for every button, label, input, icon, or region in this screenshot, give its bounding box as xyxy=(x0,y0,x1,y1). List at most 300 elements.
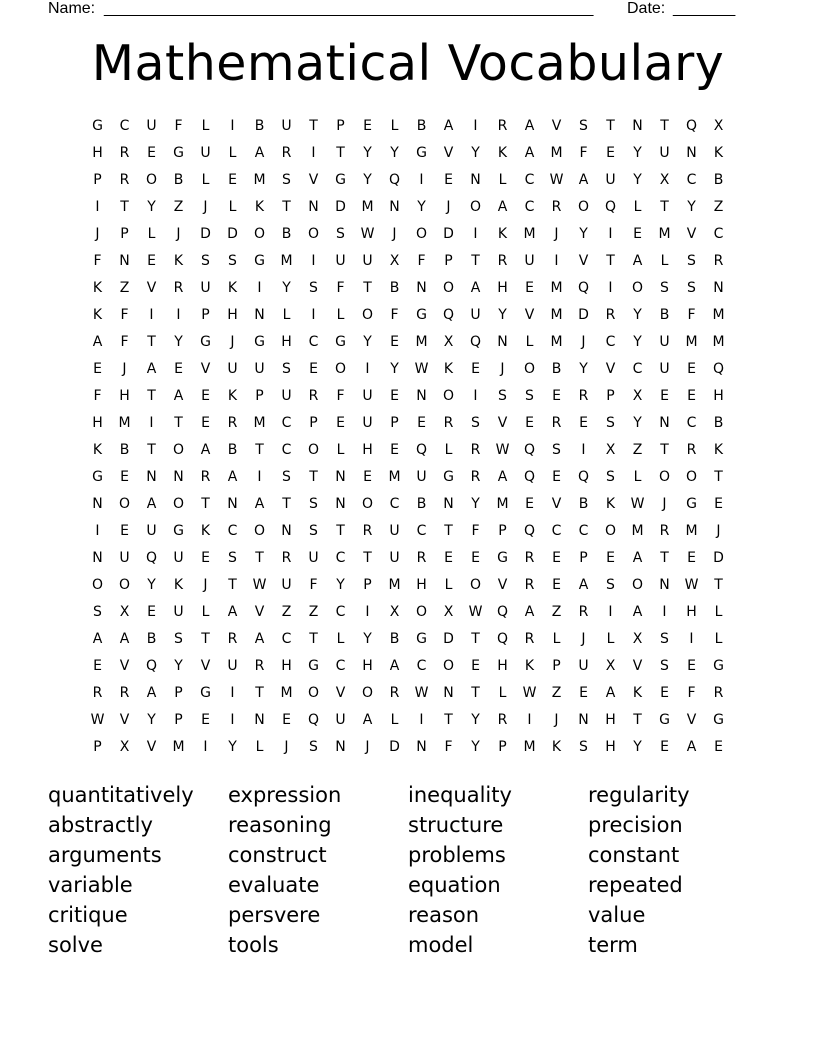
grid-letter[interactable]: J xyxy=(122,360,127,377)
grid-letter[interactable]: U xyxy=(659,144,670,161)
grid-letter[interactable]: T xyxy=(471,252,480,269)
grid-letter[interactable]: R xyxy=(92,684,103,701)
grid-letter[interactable]: L xyxy=(498,684,507,701)
grid-letter[interactable]: E xyxy=(660,387,669,404)
grid-letter[interactable]: M xyxy=(550,306,563,323)
grid-letter[interactable]: Q xyxy=(496,603,509,620)
grid-letter[interactable]: A xyxy=(632,603,643,620)
grid-letter[interactable]: A xyxy=(119,630,130,647)
grid-letter[interactable]: N xyxy=(173,468,184,485)
grid-letter[interactable]: N xyxy=(470,171,481,188)
grid-letter[interactable]: E xyxy=(363,117,372,134)
grid-letter[interactable]: F xyxy=(93,252,102,269)
grid-letter[interactable]: E xyxy=(552,549,561,566)
grid-letter[interactable]: X xyxy=(632,630,643,647)
grid-letter[interactable]: B xyxy=(146,630,157,647)
grid-letter[interactable]: M xyxy=(685,522,698,539)
grid-letter[interactable]: J xyxy=(581,630,586,647)
grid-letter[interactable]: H xyxy=(416,576,427,593)
grid-letter[interactable]: U xyxy=(659,333,670,350)
grid-letter[interactable]: A xyxy=(173,387,184,404)
grid-letter[interactable]: T xyxy=(147,441,156,458)
grid-letter[interactable]: Q xyxy=(523,468,536,485)
grid-letter[interactable]: W xyxy=(414,684,429,701)
grid-letter[interactable]: H xyxy=(497,279,508,296)
grid-letter[interactable]: L xyxy=(714,603,723,620)
grid-letter[interactable]: G xyxy=(497,549,508,566)
grid-letter[interactable]: J xyxy=(500,360,505,377)
grid-letter[interactable]: H xyxy=(713,387,724,404)
grid-letter[interactable]: N xyxy=(632,117,643,134)
grid-letter[interactable]: E xyxy=(471,657,480,674)
grid-letter[interactable]: H xyxy=(497,657,508,674)
grid-letter[interactable]: V xyxy=(524,306,535,323)
grid-letter[interactable]: J xyxy=(365,738,370,755)
grid-letter[interactable]: S xyxy=(525,387,534,404)
grid-letter[interactable]: C xyxy=(578,522,589,539)
grid-letter[interactable]: Y xyxy=(471,711,480,728)
grid-letter[interactable]: L xyxy=(228,198,237,215)
grid-letter[interactable]: W xyxy=(360,225,375,242)
grid-letter[interactable]: U xyxy=(308,549,319,566)
grid-letter[interactable]: R xyxy=(524,630,535,647)
grid-letter[interactable]: S xyxy=(228,549,237,566)
grid-letter[interactable]: N xyxy=(443,495,454,512)
grid-letter[interactable]: A xyxy=(146,495,157,512)
grid-letter[interactable]: E xyxy=(120,522,129,539)
grid-letter[interactable]: R xyxy=(551,198,562,215)
grid-letter[interactable]: Q xyxy=(388,171,401,188)
grid-letter[interactable]: R xyxy=(713,684,724,701)
grid-letter[interactable]: K xyxy=(200,522,211,539)
grid-letter[interactable]: Q xyxy=(523,441,536,458)
grid-letter[interactable]: C xyxy=(686,414,697,431)
grid-letter[interactable]: J xyxy=(446,198,451,215)
grid-letter[interactable]: Y xyxy=(363,333,372,350)
grid-letter[interactable]: J xyxy=(392,225,397,242)
grid-letter[interactable]: L xyxy=(444,441,453,458)
grid-letter[interactable]: A xyxy=(227,603,238,620)
grid-letter[interactable]: G xyxy=(416,306,427,323)
grid-letter[interactable]: E xyxy=(606,549,615,566)
grid-letter[interactable]: K xyxy=(227,279,238,296)
grid-letter[interactable]: D xyxy=(713,549,724,566)
grid-letter[interactable]: X xyxy=(389,252,400,269)
grid-letter[interactable]: Y xyxy=(363,630,372,647)
grid-letter[interactable]: O xyxy=(172,495,185,512)
grid-letter[interactable]: L xyxy=(228,144,237,161)
grid-letter[interactable]: X xyxy=(443,603,454,620)
grid-letter[interactable]: G xyxy=(173,522,184,539)
grid-letter[interactable]: K xyxy=(497,144,508,161)
grid-letter[interactable]: I xyxy=(95,522,100,539)
grid-letter[interactable]: Y xyxy=(228,738,237,755)
grid-letter[interactable]: E xyxy=(444,549,453,566)
grid-letter[interactable]: W xyxy=(252,576,267,593)
grid-letter[interactable]: D xyxy=(443,630,454,647)
grid-letter[interactable]: R xyxy=(713,252,724,269)
grid-letter[interactable]: Q xyxy=(604,198,617,215)
grid-letter[interactable]: G xyxy=(254,252,265,269)
grid-letter[interactable]: F xyxy=(309,576,318,593)
grid-letter[interactable]: R xyxy=(578,603,589,620)
grid-letter[interactable]: R xyxy=(497,117,508,134)
grid-letter[interactable]: L xyxy=(255,738,264,755)
grid-letter[interactable]: F xyxy=(417,252,426,269)
grid-letter[interactable]: R xyxy=(200,468,211,485)
grid-letter[interactable]: G xyxy=(254,333,265,350)
grid-letter[interactable]: U xyxy=(173,549,184,566)
grid-letter[interactable]: M xyxy=(685,333,698,350)
grid-letter[interactable]: E xyxy=(201,387,210,404)
grid-letter[interactable]: A xyxy=(497,198,508,215)
grid-letter[interactable]: I xyxy=(473,225,478,242)
grid-letter[interactable]: E xyxy=(336,414,345,431)
grid-letter[interactable]: E xyxy=(93,657,102,674)
grid-letter[interactable]: C xyxy=(632,360,643,377)
grid-letter[interactable]: F xyxy=(174,117,183,134)
grid-letter[interactable]: U xyxy=(146,117,157,134)
grid-letter[interactable]: E xyxy=(687,657,696,674)
grid-letter[interactable]: V xyxy=(146,279,157,296)
grid-letter[interactable]: M xyxy=(361,198,374,215)
grid-letter[interactable]: T xyxy=(309,630,318,647)
grid-letter[interactable]: O xyxy=(361,684,374,701)
grid-letter[interactable]: G xyxy=(416,630,427,647)
grid-letter[interactable]: T xyxy=(606,117,615,134)
grid-letter[interactable]: G xyxy=(308,657,319,674)
grid-letter[interactable]: Z xyxy=(119,279,130,296)
grid-letter[interactable]: A xyxy=(227,468,238,485)
grid-letter[interactable]: L xyxy=(336,441,345,458)
name-blank-line[interactable]: _______________________________________________________ xyxy=(104,0,594,17)
grid-letter[interactable]: S xyxy=(498,387,507,404)
grid-letter[interactable]: M xyxy=(658,225,671,242)
grid-letter[interactable]: V xyxy=(119,711,130,728)
grid-letter[interactable]: A xyxy=(524,117,535,134)
grid-letter[interactable]: M xyxy=(631,522,644,539)
grid-letter[interactable]: L xyxy=(633,468,642,485)
grid-letter[interactable]: M xyxy=(280,252,293,269)
grid-letter[interactable]: C xyxy=(281,414,292,431)
grid-letter[interactable]: K xyxy=(497,225,508,242)
grid-letter[interactable]: P xyxy=(552,657,561,674)
grid-letter[interactable]: T xyxy=(282,495,291,512)
grid-letter[interactable]: Y xyxy=(282,279,291,296)
grid-letter[interactable]: E xyxy=(525,279,534,296)
grid-letter[interactable]: V xyxy=(335,684,346,701)
grid-letter[interactable]: S xyxy=(309,738,318,755)
grid-letter[interactable]: Y xyxy=(471,738,480,755)
grid-letter[interactable]: Q xyxy=(496,630,509,647)
grid-letter[interactable]: U xyxy=(578,657,589,674)
grid-letter[interactable]: O xyxy=(631,279,644,296)
grid-letter[interactable]: E xyxy=(201,414,210,431)
grid-letter[interactable]: O xyxy=(631,576,644,593)
grid-letter[interactable]: U xyxy=(335,711,346,728)
grid-letter[interactable]: F xyxy=(120,333,129,350)
grid-letter[interactable]: L xyxy=(660,252,669,269)
grid-letter[interactable]: J xyxy=(203,576,208,593)
grid-letter[interactable]: A xyxy=(389,657,400,674)
grid-letter[interactable]: K xyxy=(92,441,103,458)
grid-letter[interactable]: J xyxy=(662,495,667,512)
grid-letter[interactable]: T xyxy=(228,576,237,593)
grid-letter[interactable]: I xyxy=(203,738,208,755)
grid-letter[interactable]: N xyxy=(254,711,265,728)
grid-letter[interactable]: R xyxy=(551,414,562,431)
grid-letter[interactable]: T xyxy=(309,117,318,134)
grid-letter[interactable]: N xyxy=(227,495,238,512)
grid-letter[interactable]: L xyxy=(336,306,345,323)
grid-letter[interactable]: G xyxy=(335,333,346,350)
grid-letter[interactable]: E xyxy=(525,495,534,512)
grid-letter[interactable]: G xyxy=(335,171,346,188)
grid-letter[interactable]: Y xyxy=(174,657,183,674)
grid-letter[interactable]: A xyxy=(632,549,643,566)
grid-letter[interactable]: B xyxy=(281,225,292,242)
grid-letter[interactable]: E xyxy=(552,387,561,404)
grid-letter[interactable]: O xyxy=(145,171,158,188)
grid-letter[interactable]: A xyxy=(497,468,508,485)
grid-letter[interactable]: V xyxy=(686,711,697,728)
grid-letter[interactable]: V xyxy=(146,738,157,755)
grid-letter[interactable]: A xyxy=(254,630,265,647)
grid-letter[interactable]: A xyxy=(92,630,103,647)
grid-letter[interactable]: V xyxy=(119,657,130,674)
grid-letter[interactable]: H xyxy=(362,441,373,458)
grid-letter[interactable]: L xyxy=(201,603,210,620)
grid-letter[interactable]: Y xyxy=(633,144,642,161)
grid-letter[interactable]: B xyxy=(659,306,670,323)
grid-letter[interactable]: P xyxy=(255,387,264,404)
grid-letter[interactable]: C xyxy=(524,198,535,215)
grid-letter[interactable]: Y xyxy=(579,360,588,377)
grid-letter[interactable]: T xyxy=(714,576,723,593)
grid-letter[interactable]: S xyxy=(282,360,291,377)
grid-letter[interactable]: T xyxy=(255,549,264,566)
grid-letter[interactable]: N xyxy=(416,738,427,755)
grid-letter[interactable]: Y xyxy=(498,306,507,323)
grid-letter[interactable]: E xyxy=(147,603,156,620)
grid-letter[interactable]: O xyxy=(91,576,104,593)
grid-letter[interactable]: N xyxy=(281,522,292,539)
grid-letter[interactable]: P xyxy=(498,522,507,539)
grid-letter[interactable]: V xyxy=(497,576,508,593)
grid-letter[interactable]: U xyxy=(416,468,427,485)
grid-letter[interactable]: M xyxy=(388,576,401,593)
grid-letter[interactable]: O xyxy=(307,684,320,701)
grid-letter[interactable]: G xyxy=(200,333,211,350)
grid-letter[interactable]: U xyxy=(281,576,292,593)
grid-letter[interactable]: V xyxy=(200,657,211,674)
grid-letter[interactable]: A xyxy=(92,333,103,350)
grid-letter[interactable]: Q xyxy=(442,306,455,323)
grid-letter[interactable]: I xyxy=(608,279,613,296)
grid-letter[interactable]: C xyxy=(524,171,535,188)
grid-letter[interactable]: N xyxy=(92,495,103,512)
grid-letter[interactable]: R xyxy=(389,684,400,701)
grid-letter[interactable]: H xyxy=(605,738,616,755)
grid-letter[interactable]: S xyxy=(336,225,345,242)
grid-letter[interactable]: L xyxy=(282,306,291,323)
grid-letter[interactable]: S xyxy=(660,657,669,674)
grid-letter[interactable]: Y xyxy=(633,414,642,431)
grid-letter[interactable]: N xyxy=(254,306,265,323)
grid-letter[interactable]: Q xyxy=(145,549,158,566)
grid-letter[interactable]: B xyxy=(254,117,265,134)
grid-letter[interactable]: I xyxy=(473,387,478,404)
grid-letter[interactable]: R xyxy=(659,522,670,539)
grid-letter[interactable]: U xyxy=(173,603,184,620)
grid-letter[interactable]: Z xyxy=(173,198,184,215)
grid-letter[interactable]: H xyxy=(92,144,103,161)
grid-letter[interactable]: B xyxy=(227,441,238,458)
grid-letter[interactable]: H xyxy=(119,387,130,404)
grid-letter[interactable]: F xyxy=(444,738,453,755)
grid-letter[interactable]: S xyxy=(660,630,669,647)
grid-letter[interactable]: F xyxy=(471,522,480,539)
grid-letter[interactable]: N xyxy=(335,495,346,512)
grid-letter[interactable]: P xyxy=(120,225,129,242)
grid-letter[interactable]: R xyxy=(443,414,454,431)
grid-letter[interactable]: S xyxy=(660,279,669,296)
grid-letter[interactable]: K xyxy=(524,657,535,674)
grid-letter[interactable]: L xyxy=(714,630,723,647)
grid-letter[interactable]: Y xyxy=(417,198,426,215)
grid-letter[interactable]: U xyxy=(389,549,400,566)
grid-letter[interactable]: M xyxy=(550,144,563,161)
grid-letter[interactable]: N xyxy=(659,414,670,431)
grid-letter[interactable]: O xyxy=(604,522,617,539)
grid-letter[interactable]: E xyxy=(309,360,318,377)
grid-letter[interactable]: E xyxy=(687,360,696,377)
grid-letter[interactable]: I xyxy=(473,117,478,134)
grid-letter[interactable]: F xyxy=(336,387,345,404)
grid-letter[interactable]: W xyxy=(468,603,483,620)
grid-letter[interactable]: J xyxy=(230,333,235,350)
grid-letter[interactable]: W xyxy=(90,711,105,728)
grid-letter[interactable]: P xyxy=(336,117,345,134)
grid-letter[interactable]: N xyxy=(416,279,427,296)
grid-letter[interactable]: A xyxy=(146,684,157,701)
grid-letter[interactable]: Y xyxy=(471,144,480,161)
grid-letter[interactable]: T xyxy=(714,468,723,485)
grid-letter[interactable]: N xyxy=(686,144,697,161)
grid-letter[interactable]: V xyxy=(551,117,562,134)
grid-letter[interactable]: L xyxy=(147,225,156,242)
grid-letter[interactable]: Y xyxy=(174,333,183,350)
grid-letter[interactable]: S xyxy=(687,252,696,269)
grid-letter[interactable]: O xyxy=(118,576,131,593)
grid-letter[interactable]: O xyxy=(442,279,455,296)
grid-letter[interactable]: R xyxy=(119,171,130,188)
grid-letter[interactable]: T xyxy=(660,549,669,566)
grid-letter[interactable]: Q xyxy=(307,711,320,728)
grid-letter[interactable]: T xyxy=(120,198,129,215)
grid-letter[interactable]: O xyxy=(361,495,374,512)
grid-letter[interactable]: T xyxy=(363,279,372,296)
grid-letter[interactable]: J xyxy=(554,711,559,728)
grid-letter[interactable]: K xyxy=(443,360,454,377)
grid-letter[interactable]: P xyxy=(606,387,615,404)
grid-letter[interactable]: G xyxy=(416,144,427,161)
grid-letter[interactable]: N xyxy=(119,252,130,269)
grid-letter[interactable]: X xyxy=(659,171,670,188)
grid-letter[interactable]: V xyxy=(200,360,211,377)
grid-letter[interactable]: D xyxy=(443,225,454,242)
grid-letter[interactable]: N xyxy=(416,387,427,404)
grid-letter[interactable]: E xyxy=(201,549,210,566)
grid-letter[interactable]: O xyxy=(658,468,671,485)
grid-letter[interactable]: U xyxy=(200,144,211,161)
grid-letter[interactable]: W xyxy=(522,684,537,701)
grid-letter[interactable]: H xyxy=(281,333,292,350)
grid-letter[interactable]: O xyxy=(253,522,266,539)
grid-letter[interactable]: J xyxy=(554,225,559,242)
grid-letter[interactable]: C xyxy=(335,603,346,620)
grid-letter[interactable]: Q xyxy=(145,657,158,674)
grid-letter[interactable]: D xyxy=(200,225,211,242)
grid-letter[interactable]: O xyxy=(172,441,185,458)
grid-letter[interactable]: C xyxy=(281,441,292,458)
grid-letter[interactable]: T xyxy=(147,333,156,350)
grid-letter[interactable]: W xyxy=(414,360,429,377)
grid-letter[interactable]: Y xyxy=(390,360,399,377)
grid-letter[interactable]: I xyxy=(149,414,154,431)
grid-letter[interactable]: F xyxy=(93,387,102,404)
grid-letter[interactable]: K xyxy=(551,738,562,755)
grid-letter[interactable]: R xyxy=(308,387,319,404)
grid-letter[interactable]: C xyxy=(308,333,319,350)
grid-letter[interactable]: N xyxy=(335,468,346,485)
grid-letter[interactable]: E xyxy=(201,711,210,728)
grid-letter[interactable]: J xyxy=(716,522,721,539)
grid-letter[interactable]: G xyxy=(173,144,184,161)
grid-letter[interactable]: M xyxy=(415,333,428,350)
grid-letter[interactable]: G xyxy=(92,117,103,134)
grid-letter[interactable]: H xyxy=(281,657,292,674)
grid-letter[interactable]: N xyxy=(497,333,508,350)
grid-letter[interactable]: O xyxy=(118,495,131,512)
grid-letter[interactable]: S xyxy=(606,576,615,593)
grid-letter[interactable]: R xyxy=(524,576,535,593)
grid-letter[interactable]: S xyxy=(606,414,615,431)
grid-letter[interactable]: T xyxy=(660,117,669,134)
grid-letter[interactable]: Z xyxy=(551,603,562,620)
grid-letter[interactable]: I xyxy=(365,360,370,377)
grid-letter[interactable]: S xyxy=(309,495,318,512)
grid-letter[interactable]: H xyxy=(686,603,697,620)
grid-letter[interactable]: L xyxy=(444,576,453,593)
grid-letter[interactable]: T xyxy=(201,630,210,647)
grid-letter[interactable]: I xyxy=(257,468,262,485)
grid-letter[interactable]: P xyxy=(444,252,453,269)
grid-letter[interactable]: C xyxy=(335,549,346,566)
grid-letter[interactable]: I xyxy=(311,144,316,161)
grid-letter[interactable]: U xyxy=(362,414,373,431)
grid-letter[interactable]: T xyxy=(444,522,453,539)
grid-letter[interactable]: T xyxy=(282,198,291,215)
grid-letter[interactable]: N xyxy=(389,198,400,215)
grid-letter[interactable]: S xyxy=(282,468,291,485)
grid-letter[interactable]: A xyxy=(578,576,589,593)
grid-letter[interactable]: R xyxy=(578,387,589,404)
grid-letter[interactable]: O xyxy=(685,468,698,485)
grid-letter[interactable]: E xyxy=(606,144,615,161)
grid-letter[interactable]: O xyxy=(334,360,347,377)
grid-letter[interactable]: P xyxy=(93,738,102,755)
